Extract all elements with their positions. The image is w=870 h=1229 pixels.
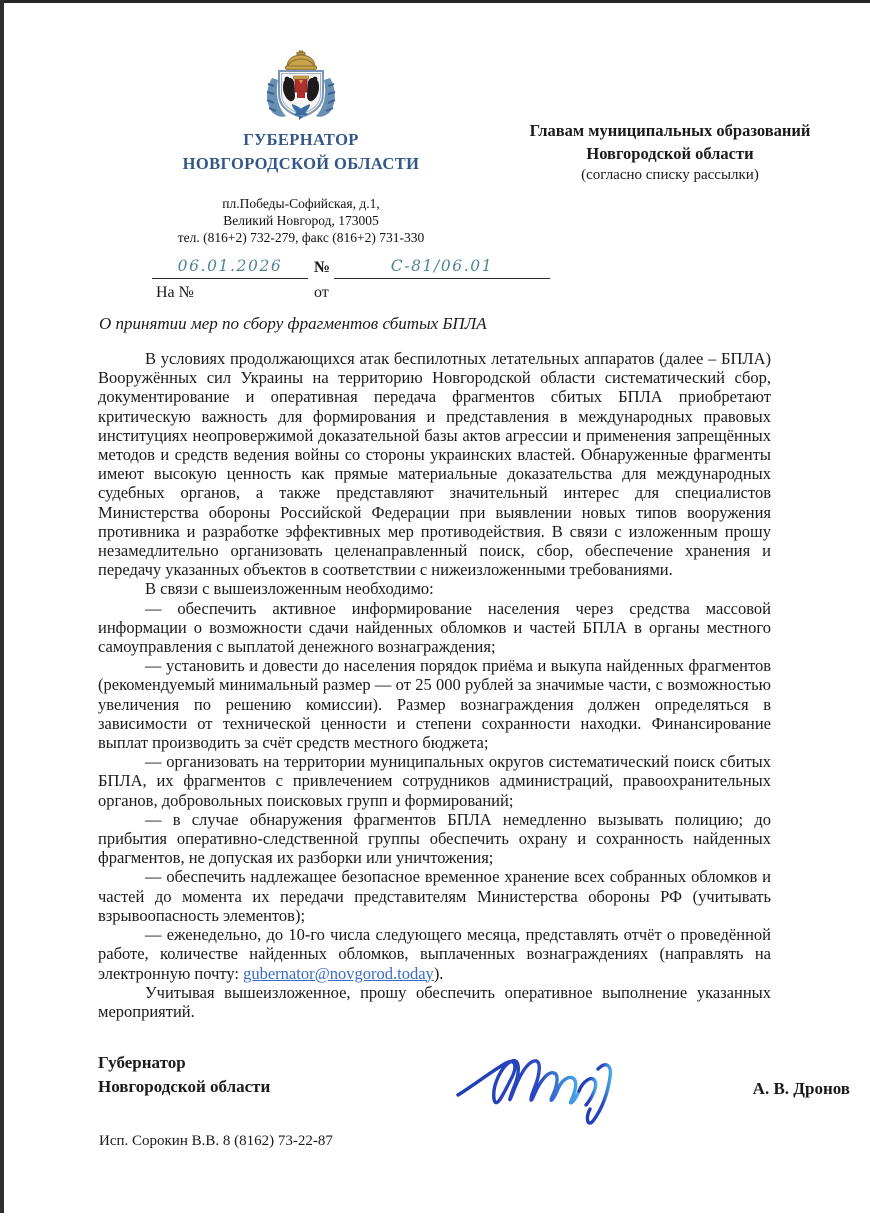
org-title-line1: ГУБЕРНАТОР [243, 130, 359, 149]
scan-edge-top [0, 0, 870, 3]
email-link[interactable]: gubernator@novgorod.today [243, 963, 434, 983]
addressee-block [483, 120, 857, 185]
report-paragraph-suffix: ). [433, 963, 444, 983]
body-paragraph-closing: Учитывая вышеизложенное, прошу обеспечить оперативное выполнение указанных мероприятий. [98, 982, 771, 1021]
org-title-line2: НОВГОРОДСКОЙ ОБЛАСТИ [182, 154, 420, 173]
handwritten-signature [452, 1045, 652, 1133]
subject-line: О принятии мер по сбору фрагментов сбитых БПЛА [99, 314, 487, 333]
scan-edge-left [0, 0, 4, 1213]
reply-to-date-label: от [314, 284, 329, 301]
novgorod-coat-of-arms-icon [256, 50, 346, 128]
body-paragraph: — установить и довести до населения порядок приёма и выкупа найденных фрагментов (рекомендуемый минимальный размер — от 25 000 рублей за значимые части, с возможностью увеличения по решению комиссии). Размер вознаграждения должен определяться в зависимости от технической ценности и степени сохранности находки. Финансирование выплат производить за счёт средств местного бюджета; [98, 656, 771, 753]
org-address-line1: пл.Победы-Софийская, д.1, [222, 196, 380, 211]
body-paragraph: В связи с вышеизложенным необходимо: [145, 579, 434, 599]
org-address [100, 196, 502, 246]
number-sign-label: № [314, 259, 331, 276]
body-paragraph: В условиях продолжающихся атак беспилотных летательных аппаратов (далее – БПЛА) Вооружённых сил Украины на территорию Новгородской области систематический сбор, документирование и оперативная передача фрагментов сбитых БПЛА приобретают критическую важность для формирования и представления в международных правовых институциях неопровержимой доказательной базы актов агрессии и применения запрещённых методов и средств ведения войны со стороны украинских властей. Обнаруженные фрагменты имеют высокую ценность как прямые материальные доказательства для международных судебных органов, а также представляют значительный интерес для специалистов Министерства обороны Российской Федерации при выявлении новых типов вооружения противника и разработке эффективных мер противодействия. В связи с изложенным прошу незамедлительно организовать целенаправленный поиск, сбор, обеспечение хранения и передачу указанных объектов в соответствии с нижеизложенными требованиями. [98, 349, 771, 580]
org-address-line2: Великий Новгород, 173005 [223, 212, 379, 228]
letter-number-field [334, 257, 550, 279]
org-title [100, 128, 502, 176]
addressee-line1: Главам муниципальных образований [529, 121, 811, 140]
body-paragraph: — обеспечить надлежащее безопасное временное хранение всех собранных обломков и частей до момента их передачи представителям Министерства обороны РФ (учитывать взрывоопасность элементов); [98, 867, 771, 925]
addressee-line2: Новгородской области [586, 143, 754, 163]
report-paragraph-prefix: — еженедельно, до 10-го числа следующего месяца, представлять отчёт о проведённой работе, количестве найденных обломков, выплаченных вознаграждениях (направлять на электронную почту: [98, 925, 771, 983]
addressee-line3: (согласно списку рассылки) [581, 167, 759, 183]
executor-line: Исп. Сорокин В.В. 8 (8162) 73-22-87 [99, 1133, 333, 1149]
letter-number-value: С-81/06.01 [390, 257, 494, 275]
signer-name: А. В. Дронов [752, 1079, 850, 1098]
signer-position-line2: Новгородской области [98, 1077, 271, 1096]
signer-position-line1: Губернатор [98, 1053, 186, 1072]
letter-date-value: 06.01.2026 [177, 257, 283, 275]
signer-position [98, 1051, 270, 1099]
body-paragraph: — обеспечить активное информирование населения через средства массовой информации о возможности сдачи найденных обломков и частей БПЛА в органы местного самоуправления с выплатой денежного вознаграждения; [98, 598, 771, 657]
letter-date-field [152, 257, 308, 279]
body-paragraph-report [98, 925, 771, 983]
reply-to-number-label: На № [156, 284, 194, 301]
letter-body [98, 349, 771, 1021]
org-address-line3: тел. (816+2) 732-279, факс (816+2) 731-330 [177, 229, 425, 245]
body-paragraph: — организовать на территории муниципальных округов систематический поиск сбитых БПЛА, их фрагментов с привлечением сотрудников администраций, правоохранительных органов, добровольных поисковых групп и формирований; [98, 752, 771, 810]
body-paragraph: — в случае обнаружения фрагментов БПЛА немедленно вызывать полицию; до прибытия оперативно-следственной группы обеспечить охрану и сохранность найденных фрагментов, не допуская их разборки или уничтожения; [98, 809, 771, 868]
